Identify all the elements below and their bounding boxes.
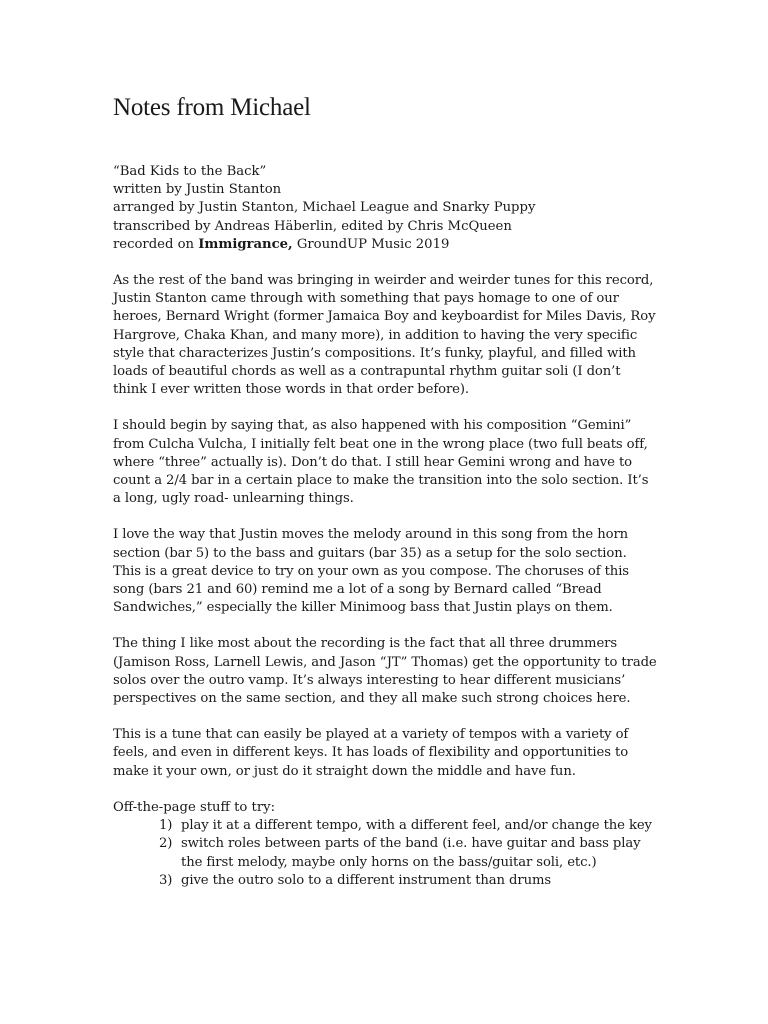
list-item (113, 835, 658, 871)
page-title: Notes from Michael (113, 94, 311, 121)
arranged-by: arranged by Justin Stanton, Michael League and Snarky Puppy (113, 200, 536, 216)
list-number: 1) (159, 818, 173, 834)
list-number: 3) (159, 872, 173, 888)
written-by: written by Justin Stanton (113, 182, 282, 198)
recorded-suffix: GroundUP Music 2019 (292, 236, 450, 252)
song-title: “Bad Kids to the Back” (113, 164, 267, 179)
paragraph: The thing I like most about the recording is the fact that all three drummers (Jamison Ross, Larnell Lewis, and Jason “JT” Thomas) get the opportunity to trade solos over the outro vamp. It’s always interesting to hear different musicians’ perspectives on the same section, and they all make such strong choices here. (113, 636, 657, 707)
list-item (113, 872, 658, 890)
list-text: give the outro solo to a different instrument than drums (181, 872, 552, 888)
credits-block (113, 163, 658, 254)
album-name: Immigrance, (198, 236, 293, 252)
list-text: play it at a different tempo, with a different feel, and/or change the key (181, 818, 652, 834)
paragraph: This is a tune that can easily be played at a variety of tempos with a variety of feels, and even in different keys. It has loads of flexibility and opportunities to make it your own, or just do it straight down the middle and have fun. (113, 727, 629, 779)
paragraph: As the rest of the band was bringing in weirder and weirder tunes for this record, Justin Stanton came through with something that pays homage to one of our heroes, Bernard Wright (former Jamaica Boy and keyboardist for Miles Davis, Roy Hargrove, Chaka Khan, and many more), in addition to having the very specific style that characterizes Justin’s compositions. It’s funky, playful, and filled with loads of beautiful chords as well as a contrapuntal rhythm guitar soli (I don’t think I ever written those words in that order before). (113, 273, 656, 398)
list-item (113, 817, 658, 835)
list-text: switch roles between parts of the band (i.e. have guitar and bass play the first melody, maybe only horns on the bass/guitar soli, etc.) (181, 836, 641, 870)
paragraph: I should begin by saying that, as also happened with his composition “Gemini” from Culcha Vulcha, I initially felt beat one in the wrong place (two full beats off, where “three” actually is). Don’t do that. I still hear Gemini wrong and have to count a 2/4 bar in a certain place to make the transition into the solo section. It’s a long, ugly road- unlearning things. (113, 418, 649, 507)
document-page (113, 92, 658, 890)
tips-heading: Off-the-page stuff to try: (113, 799, 276, 815)
transcribed-by: transcribed by Andreas Häberlin, edited by Chris McQueen (113, 218, 512, 234)
tips-list (113, 817, 658, 890)
paragraph: I love the way that Justin moves the melody around in this song from the horn section (bar 5) to the bass and guitars (bar 35) as a setup for the solo section. This is a great device to try on your own as you compose. The choruses of this song (bars 21 and 60) remind me a lot of a song by Bernard called “Bread Sandwiches,” especially the killer Minimoog bass that Justin plays on them. (113, 527, 629, 616)
recorded-on (113, 236, 658, 254)
list-number: 2) (159, 836, 173, 852)
recorded-prefix: recorded on (113, 236, 199, 252)
